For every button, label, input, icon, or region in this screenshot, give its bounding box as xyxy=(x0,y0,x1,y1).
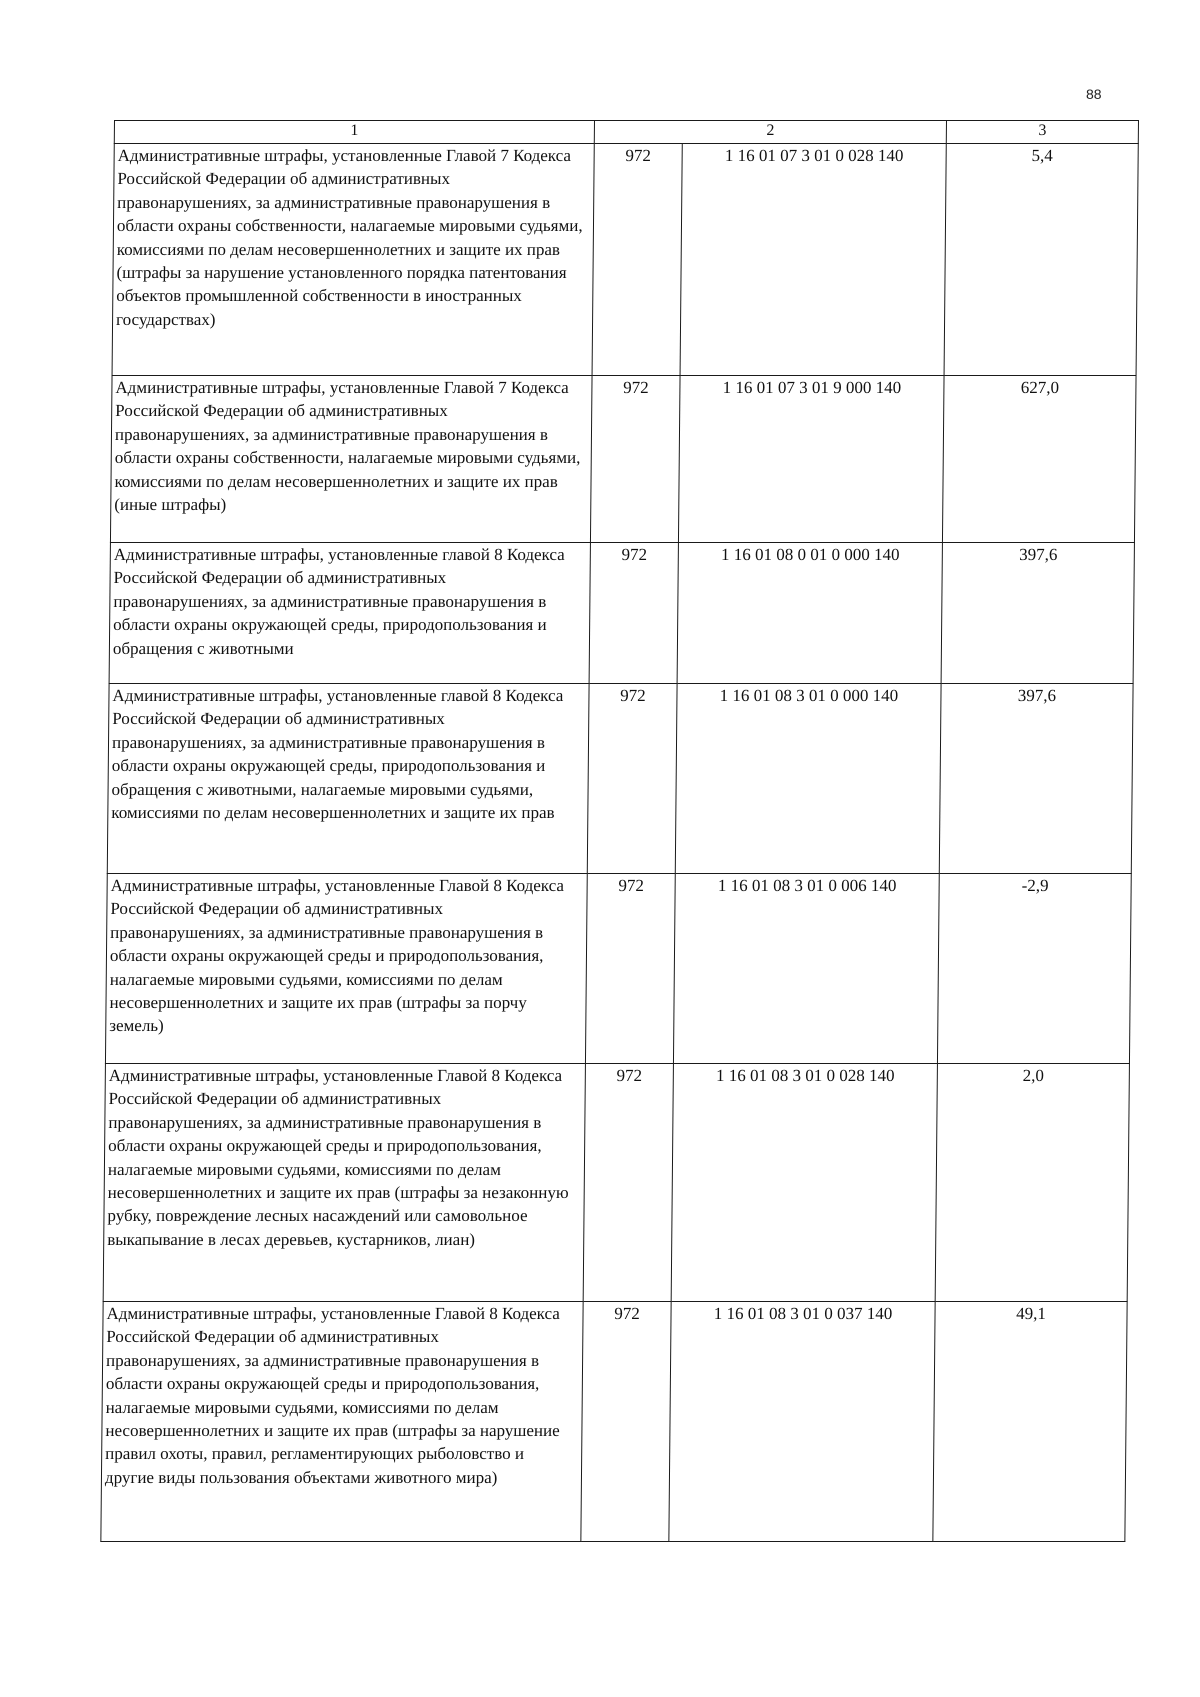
budget-revenue-table xyxy=(100,120,1139,1542)
row-amount: 627,0 xyxy=(942,376,1136,543)
row-description: Административные штрафы, установленные Главой 7 Кодекса Российской Федерации об административных правонарушениях, за административные правонарушения в области охраны собственности, налагаемые мировыми судьями, комиссиями по делам несовершеннолетних и защите их прав (штрафы за нарушение установленного порядка патентования объектов промышленной собственности в иностранных государствах) xyxy=(112,144,594,376)
row-description: Административные штрафы, установленные Главой 8 Кодекса Российской Федерации об административных правонарушениях, за административные правонарушения в области охраны окружающей среды и природопользования, налагаемые мировыми судьями, комиссиями по делам несовершеннолетних и защите их прав (штрафы за нарушение правил охоты, правил, регламентирующих рыболовство и другие виды пользования объектами животного мира) xyxy=(101,1302,583,1542)
row-description: Административные штрафы, установленные Главой 7 Кодекса Российской Федерации об административных правонарушениях, за административные правонарушения в области охраны собственности, налагаемые мировыми судьями, комиссиями по делам несовершеннолетних и защите их прав (иные штрафы) xyxy=(110,376,592,543)
row-kbk-code: 1 16 01 08 3 01 0 006 140 xyxy=(673,874,939,1064)
row-kbk-code: 1 16 01 08 0 01 0 000 140 xyxy=(677,543,942,684)
row-amount: 397,6 xyxy=(941,543,1134,684)
table-row xyxy=(112,144,1138,376)
column-header-2: 2 xyxy=(594,121,946,144)
row-kbk-code: 1 16 01 08 3 01 0 028 140 xyxy=(671,1064,937,1302)
table-row xyxy=(105,874,1131,1064)
row-amount: 5,4 xyxy=(944,144,1138,376)
row-description: Административные штрафы, установленные главой 8 Кодекса Российской Федерации об административных правонарушениях, за административные правонарушения в области охраны окружающей среды, природопользования и обращения с животными, налагаемые мировыми судьями, комиссиями по делам несовершеннолетних и защите их прав xyxy=(107,684,589,874)
row-description: Административные штрафы, установленные Главой 8 Кодекса Российской Федерации об административных правонарушениях, за административные правонарушения в области охраны окружающей среды и природопользования, налагаемые мировыми судьями, комиссиями по делам несовершеннолетних и защите их прав (штрафы за незаконную рубку, повреждение лесных насаждений или самовольное выкапывание в лесах деревьев, кустарников, лиан) xyxy=(103,1064,585,1302)
row-amount: 2,0 xyxy=(935,1064,1129,1302)
row-admin-code: 972 xyxy=(583,1064,673,1302)
table-row xyxy=(103,1064,1129,1302)
row-admin-code: 972 xyxy=(587,684,677,874)
row-amount: -2,9 xyxy=(937,874,1131,1064)
table-row xyxy=(101,1302,1127,1542)
row-kbk-code: 1 16 01 07 3 01 9 000 140 xyxy=(678,376,944,543)
table-header-row xyxy=(114,121,1138,144)
row-admin-code: 972 xyxy=(590,376,680,543)
row-kbk-code: 1 16 01 07 3 01 0 028 140 xyxy=(680,144,946,376)
table-row xyxy=(107,684,1133,874)
row-admin-code: 972 xyxy=(585,874,675,1064)
row-amount: 49,1 xyxy=(933,1302,1127,1542)
row-amount: 397,6 xyxy=(939,684,1133,874)
row-admin-code: 972 xyxy=(581,1302,671,1542)
row-admin-code: 972 xyxy=(592,144,682,376)
column-header-3: 3 xyxy=(946,121,1138,144)
row-description: Административные штрафы, установленные главой 8 Кодекса Российской Федерации об административных правонарушениях, за административные правонарушения в области охраны окружающей среды, природопользования и обращения с животными xyxy=(109,543,590,684)
column-header-1: 1 xyxy=(114,121,594,144)
row-description: Административные штрафы, установленные Главой 8 Кодекса Российской Федерации об административных правонарушениях, за административные правонарушения в области охраны окружающей среды и природопользования, налагаемые мировыми судьями, комиссиями по делам несовершеннолетних и защите их прав (штрафы за порчу земель) xyxy=(105,874,587,1064)
page-number: 88 xyxy=(1086,86,1102,102)
row-kbk-code: 1 16 01 08 3 01 0 037 140 xyxy=(669,1302,935,1542)
row-kbk-code: 1 16 01 08 3 01 0 000 140 xyxy=(675,684,941,874)
table-row xyxy=(109,543,1134,684)
row-admin-code: 972 xyxy=(589,543,678,684)
table-row xyxy=(110,376,1136,543)
